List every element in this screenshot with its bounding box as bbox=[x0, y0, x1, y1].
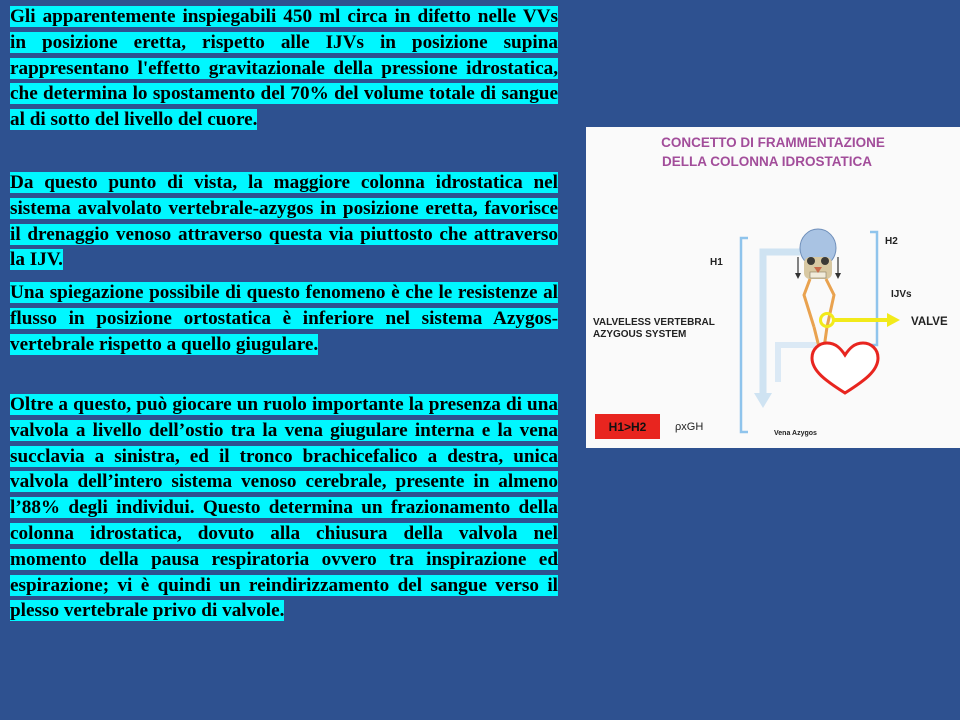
label-h2: H2 bbox=[885, 236, 898, 247]
h2-bracket bbox=[870, 232, 877, 345]
figure-title-line1: CONCETTO DI FRAMMENTAZIONE bbox=[661, 135, 885, 150]
paragraph-3: Una spiegazione possibile di questo fenomeno è che le resistenze al flusso in posizione ortostatica è inferiore nel sistema Azygos-vertebrale rispetto a quello giugulare. bbox=[10, 282, 558, 355]
heart-icon bbox=[812, 343, 878, 393]
hydrostatic-column-figure bbox=[586, 127, 960, 448]
left-jugular-vein bbox=[804, 279, 814, 327]
azygos-branch bbox=[778, 345, 817, 382]
formula-text: ρxGH bbox=[675, 421, 704, 433]
paragraph-1: Gli apparentemente inspiegabili 450 ml circa in difetto nelle VVs in posizione eretta, rispetto alle IJVs in posizione supina rappresentano l'effetto gravitazionale della pressione idrostatica, che determina lo spostamento del 70% del volume totale di sangue al di sotto del livello del cuore. bbox=[10, 6, 558, 131]
label-vena-azygos: Vena Azygos bbox=[774, 430, 817, 437]
valve-arrow-head bbox=[887, 313, 900, 327]
label-ijvs: IJVs bbox=[891, 289, 912, 300]
paragraph-4: Oltre a questo, può giocare un ruolo importante la presenza di una valvola a livello dell’ostio tra la vena giugulare interna e la vena succlavia a sinistra, ed il tronco brachicefalico a destra, unica valvola dell’intero sistema venoso cerebrale, presente in almeno l’88% degli individui. Questo determina un frazionamento della colonna idrostatica, dovuto alla chiusura della valvola nel momento della pausa respiratoria ovvero tra inspirazione ed espirazione; vi è quindi un reindirizzamento del sangue verso il plesso vertebrale privo di valvole. bbox=[10, 394, 558, 622]
paragraph-2: Da questo punto di vista, la maggiore colonna idrostatica nel sistema avalvolato vertebrale-azygos in posizione eretta, favorisce il drenaggio venoso attraverso questa via piuttosto che attraverso la IJV. bbox=[10, 172, 558, 271]
skull-icon bbox=[800, 229, 836, 279]
label-valveless-line1: VALVELESS VERTEBRAL bbox=[593, 317, 715, 328]
label-h1: H1 bbox=[710, 257, 723, 268]
label-valveless-line2: AZYGOUS SYSTEM bbox=[593, 329, 687, 340]
azygos-arrow-head bbox=[754, 393, 772, 408]
h1-bracket bbox=[741, 238, 748, 432]
badge-text: H1>H2 bbox=[608, 420, 647, 434]
label-valve: VALVE bbox=[911, 316, 948, 328]
azygos-flow-arrow bbox=[763, 252, 800, 395]
figure-title-line2: DELLA COLONNA IDROSTATICA bbox=[662, 154, 872, 169]
figure-diagram bbox=[586, 127, 960, 448]
